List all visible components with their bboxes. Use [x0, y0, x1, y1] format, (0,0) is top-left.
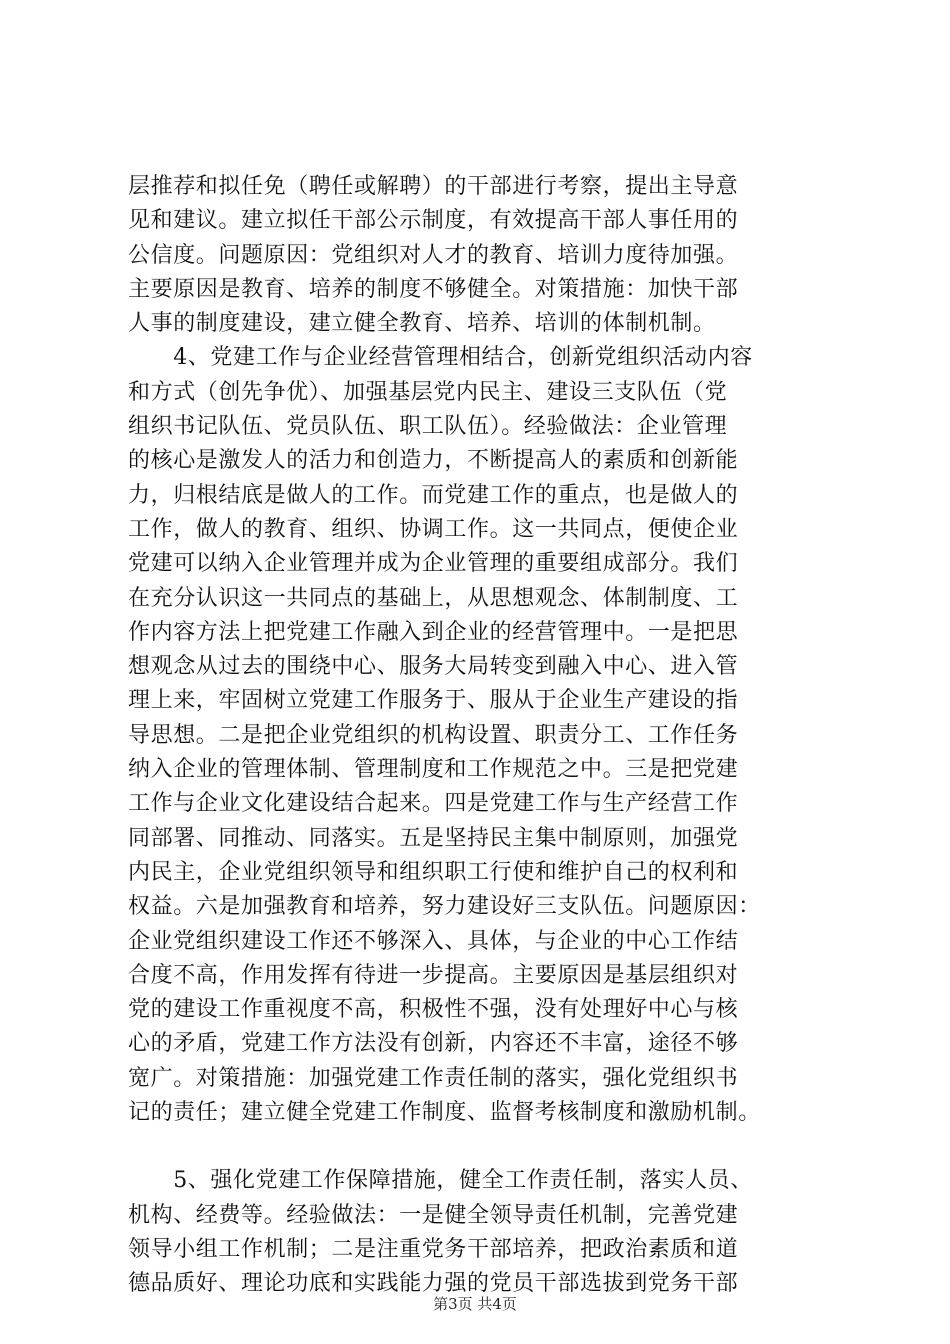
text-line: 记的责任；建立健全党建工作制度、监督考核制度和激励机制。: [128, 1100, 761, 1126]
text-line: 导思想。二是把企业党组织的机构设置、职责分工、工作任务: [128, 722, 739, 748]
text-line: 心的矛盾，党建工作方法没有创新，内容还不丰富，途径不够: [128, 1031, 739, 1057]
text-line: 见和建议。建立拟任干部公示制度，有效提高干部人事任用的: [128, 208, 739, 234]
text-line: 公信度。问题原因：党组织对人才的教育、培训力度待加强。: [128, 242, 739, 268]
text-line: 的核心是激发人的活力和创造力，不断提高人的素质和创新能: [128, 448, 739, 474]
text-line: 工作与企业文化建设结合起来。四是党建工作与生产经营工作: [128, 791, 739, 817]
text-line: 和方式（创先争优）、加强基层党内民主、建设三支队伍（党: [128, 379, 728, 405]
text-line: 5、强化党建工作保障措施，健全工作责任制，落实人员、: [128, 1168, 753, 1194]
paragraph-block-2: [128, 1164, 828, 1301]
text-line: 4、党建工作与企业经营管理相结合，创新党组织活动内容: [128, 345, 753, 371]
text-line: 层推荐和拟任免（聘任或解聘）的干部进行考察，提出主导意: [128, 174, 739, 199]
text-line: 组织书记队伍、党员队伍、职工队伍）。经验做法：企业管理: [128, 414, 728, 440]
text-line: 合度不高，作用发挥有待进一步提高。主要原因是基层组织对: [128, 962, 739, 988]
text-line: 作内容方法上把党建工作融入到企业的经营管理中。一是把思: [128, 619, 739, 645]
text-line: 同部署、同推动、同落实。五是坚持民主集中制原则，加强党: [128, 825, 739, 851]
paragraph-block-1: [128, 170, 828, 1130]
text-line: 力，归根结底是做人的工作。而党建工作的重点，也是做人的: [128, 482, 739, 508]
text-line: 纳入企业的管理体制、管理制度和工作规范之中。三是把党建: [128, 757, 739, 783]
document-body: [128, 170, 828, 1302]
text-line: 德品质好、理论功底和实践能力强的党员干部选拔到党务干部: [128, 1271, 739, 1297]
text-line: 主要原因是教育、培养的制度不够健全。对策措施：加快干部: [128, 276, 739, 302]
text-line: 工作，做人的教育、组织、协调工作。这一共同点，便使企业: [128, 516, 739, 542]
text-line: 想观念从过去的围绕中心、服务大局转变到融入中心、进入管: [128, 654, 739, 680]
paragraph-gap: [128, 1130, 828, 1164]
text-line: 理上来，牢固树立党建工作服务于、服从于企业生产建设的指: [128, 688, 739, 714]
text-line: 企业党组织建设工作还不够深入、具体，与企业的中心工作结: [128, 928, 739, 954]
text-line: 党建可以纳入企业管理并成为企业管理的重要组成部分。我们: [128, 551, 739, 577]
text-line: 权益。六是加强教育和培养，努力建设好三支队伍。问题原因：: [128, 894, 761, 920]
text-line: 人事的制度建设，建立健全教育、培养、培训的体制机制。: [128, 311, 716, 337]
text-line: 党的建设工作重视度不高，积极性不强，没有处理好中心与核: [128, 997, 739, 1023]
text-line: 机构、经费等。经验做法：一是健全领导责任机制，完善党建: [128, 1202, 739, 1228]
text-line: 领导小组工作机制；二是注重党务干部培养，把政治素质和道: [128, 1236, 739, 1262]
text-line: 在充分认识这一共同点的基础上，从思想观念、体制制度、工: [128, 585, 739, 611]
text-line: 内民主，企业党组织领导和组织职工行使和维护自己的权利和: [128, 859, 739, 885]
page-number-footer: 第3页 共4页: [433, 1295, 517, 1313]
text-line: 宽广。对策措施：加强党建工作责任制的落实，强化党组织书: [128, 1065, 739, 1091]
